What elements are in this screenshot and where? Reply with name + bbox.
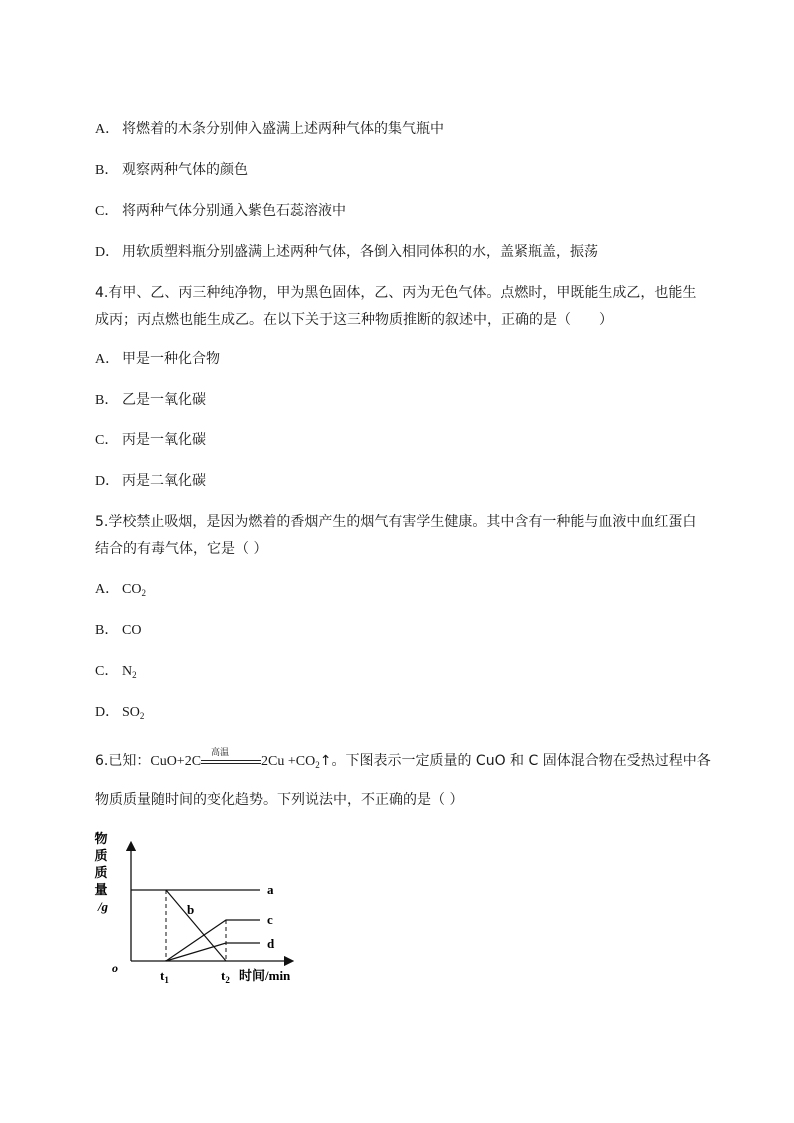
series-a-label: a — [267, 882, 274, 897]
series-d-label: d — [267, 936, 275, 951]
q5-option-c: C． $N_2$ — [95, 664, 137, 680]
reaction-condition-arrow: 高温 — [201, 751, 261, 771]
y-axis-label-4: /g — [97, 899, 109, 914]
q6-reactants: CuO+2C — [150, 754, 202, 769]
y-axis-label-0: 物 — [94, 831, 108, 846]
tick-t2: $t_2$ — [221, 968, 230, 985]
q4-option-a: A． 甲是一种化合物 — [95, 351, 220, 367]
series-d-line — [166, 943, 260, 961]
q5-option-a: A． $CO_2$ — [95, 582, 146, 598]
q4-option-d: D． 丙是二氧化碳 — [95, 473, 206, 489]
series-c-line — [166, 920, 260, 961]
q3-option-d: D． 用软质塑料瓶分别盛满上述两种气体，各倒入相同体积的水，盖紧瓶盖，振荡 — [95, 244, 598, 260]
y-axis-label-1: 质 — [94, 848, 108, 863]
q3-option-c: C． 将两种气体分别通入紫色石蕊溶液中 — [95, 203, 346, 219]
tick-t1: $t_1$ — [160, 968, 169, 985]
q5-option-d: D． $SO_2$ — [95, 705, 145, 721]
origin-label: o — [112, 961, 118, 975]
q5-option-b: B． CO — [95, 623, 142, 638]
q5-stem-line2: 结合的有毒气体，它是（ ） — [95, 541, 268, 557]
q3-option-b: B． 观察两种气体的颜色 — [95, 162, 248, 178]
x-axis-label: 时间/min — [239, 968, 291, 983]
q6-stem-line1: 6.已知：CuO+2C 高温 $2Cu +CO_2↑$。下图表示一定质量的 CuO 和 C 固体混合物在受热过程中各 — [95, 748, 711, 770]
y-axis-label-2: 质 — [94, 865, 108, 880]
q4-option-c: C． 丙是一氧化碳 — [95, 432, 206, 448]
q5-stem-line1: 5.学校禁止吸烟，是因为燃着的香烟产生的烟气有害学生健康。其中含有一种能与血液中血红蛋白 — [95, 514, 697, 530]
q3-option-a: A． 将燃着的木条分别伸入盛满上述两种气体的集气瓶中 — [95, 121, 444, 137]
q4-option-b: B． 乙是一氧化碳 — [95, 392, 206, 408]
y-axis-label-3: 量 — [94, 882, 108, 897]
series-b-line — [166, 890, 226, 961]
q4-stem-line1: 4.有甲、乙、丙三种纯净物，甲为黑色固体，乙、丙为无色气体。点燃时，甲既能生成乙，也能生 — [95, 285, 697, 301]
series-b-label: b — [187, 902, 195, 917]
q4-stem-line2: 成丙；丙点燃也能生成乙。在以下关于这三种物质推断的叙述中，正确的是（ ） — [95, 312, 613, 328]
q6-stem-line2: 物质质量随时间的变化趋势。下列说法中，不正确的是（ ） — [95, 792, 464, 808]
series-c-label: c — [267, 912, 273, 927]
q6-products: 2Cu +CO — [261, 754, 316, 769]
